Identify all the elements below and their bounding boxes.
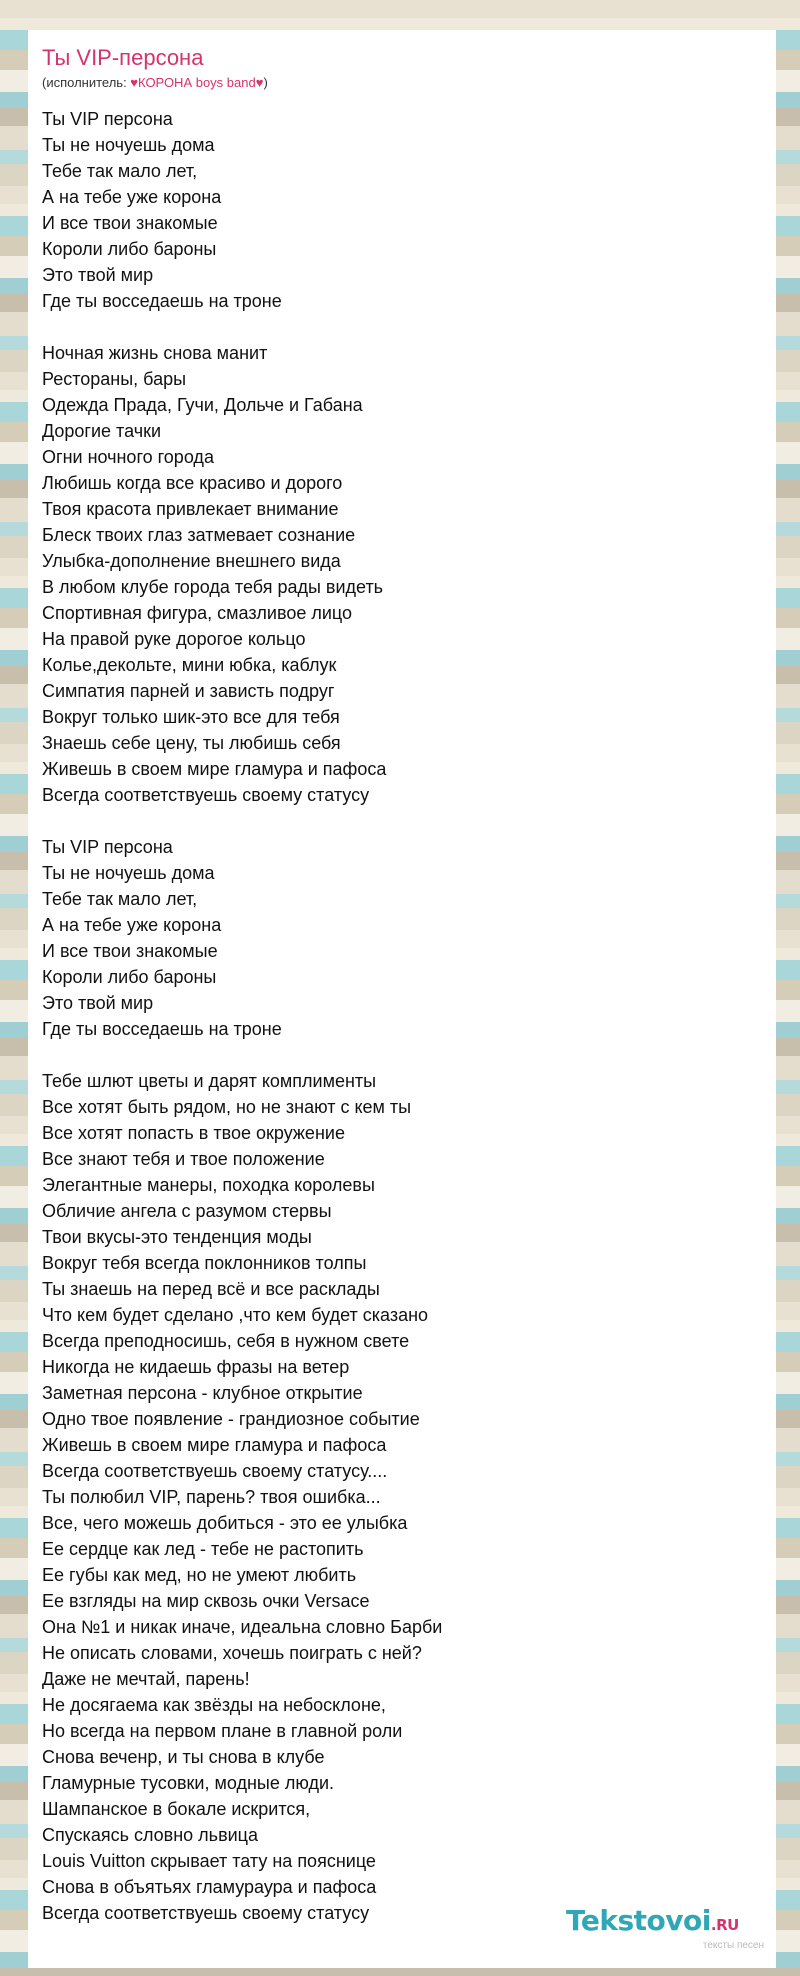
lyric-line: Что кем будет сделано ,что кем будет сказано (42, 1305, 429, 1325)
lyric-line: Все хотят быть рядом, но не знают с кем ты (42, 1097, 412, 1117)
lyric-line: Все знают тебя и твое положение (42, 1149, 325, 1169)
stanza-break (42, 1042, 776, 1068)
lyric-line: А на тебе уже корона (42, 915, 222, 935)
lyrics-text (42, 106, 776, 1926)
lyric-line: Любишь когда все красиво и дорого (42, 473, 343, 493)
lyric-line: Снова в объятьях гламураура и пафоса (42, 1877, 377, 1897)
lyric-line: И все твои знакомые (42, 213, 218, 233)
lyric-line: Ты не ночуешь дома (42, 135, 215, 155)
lyric-line: Не досягаема как звёзды на небосклоне, (42, 1695, 386, 1715)
lyric-line: Не описать словами, хочешь поиграть с ней? (42, 1643, 422, 1663)
lyric-line: Она №1 и никак иначе, идеальна словно Барби (42, 1617, 443, 1637)
lyric-line: Всегда соответствуешь своему статусу.... (42, 1461, 388, 1481)
lyric-line: Симпатия парней и зависть подруг (42, 681, 335, 701)
lyric-line: Вокруг только шик-это все для тебя (42, 707, 340, 727)
lyric-line: Все хотят попасть в твое окружение (42, 1123, 345, 1143)
lyric-line: Твои вкусы-это тенденция моды (42, 1227, 312, 1247)
lyric-line: Живешь в своем мире гламура и пафоса (42, 1435, 387, 1455)
lyric-line: Louis Vuitton скрывает тату на пояснице (42, 1851, 376, 1871)
lyric-line: Колье,декольте, мини юбка, каблук (42, 655, 337, 675)
lyric-line: Знаешь себе цену, ты любишь себя (42, 733, 341, 753)
logo-wordmark (566, 1906, 770, 1940)
lyric-line: Все, чего можешь добиться - это ее улыбка (42, 1513, 408, 1533)
lyric-line: Снова веченр, и ты снова в клубе (42, 1747, 325, 1767)
lyric-line: Заметная персона - клубное открытие (42, 1383, 363, 1403)
lyric-line: Вокруг тебя всегда поклонников толпы (42, 1253, 367, 1273)
lyric-line: Где ты восседаешь на троне (42, 291, 282, 311)
logo-tld: .RU (710, 1916, 739, 1934)
lyric-line: На правой руке дорогое кольцо (42, 629, 306, 649)
lyric-line: Короли либо бароны (42, 239, 217, 259)
lyric-line: Дорогие тачки (42, 421, 162, 441)
stanza-break (42, 808, 776, 834)
lyric-line: Элегантные манеры, походка королевы (42, 1175, 375, 1195)
lyric-line: Всегда соответствуешь своему статусу (42, 1903, 370, 1923)
artist-link[interactable]: ♥КОРОНА boys band♥ (130, 75, 264, 90)
lyric-line: Ты знаешь на перед всё и все расклады (42, 1279, 380, 1299)
logo-tagline: тексты песен (702, 1940, 764, 1951)
lyric-line: Где ты восседаешь на троне (42, 1019, 282, 1039)
lyric-line: Это твой мир (42, 993, 154, 1013)
lyrics-card (28, 30, 776, 1968)
lyric-line: Спортивная фигура, смазливое лицо (42, 603, 353, 623)
lyric-line: Ее губы как мед, но не умеют любить (42, 1565, 357, 1585)
lyric-line: Никогда не кидаешь фразы на ветер (42, 1357, 350, 1377)
site-logo[interactable] (566, 1906, 770, 1954)
lyric-line: Всегда преподносишь, себя в нужном свете (42, 1331, 410, 1351)
artist-suffix: ) (263, 75, 268, 90)
lyric-line: В любом клубе города тебя рады видеть (42, 577, 384, 597)
lyric-line: Ты VIP персона (42, 837, 173, 857)
lyric-line: Ты VIP персона (42, 109, 173, 129)
lyric-line: Рестораны, бары (42, 369, 187, 389)
lyric-line: Улыбка-дополнение внешнего вида (42, 551, 341, 571)
lyric-line: Это твой мир (42, 265, 154, 285)
lyric-line: Ее взгляды на мир сквозь очки Versace (42, 1591, 370, 1611)
lyric-line: Блеск твоих глаз затмевает сознание (42, 525, 356, 545)
stanza-break (42, 314, 776, 340)
lyric-line: А на тебе уже корона (42, 187, 222, 207)
lyric-line: Гламурные тусовки, модные люди. (42, 1773, 335, 1793)
lyric-line: Шампанское в бокале искрится, (42, 1799, 311, 1819)
lyric-line: Спускаясь словно львица (42, 1825, 258, 1845)
lyric-line: Одежда Прада, Гучи, Дольче и Габана (42, 395, 363, 415)
lyric-line: Тебе шлют цветы и дарят комплименты (42, 1071, 377, 1091)
logo-main-text: Tekstovoi (566, 1904, 711, 1937)
lyric-line: Одно твое появление - грандиозное событие (42, 1409, 420, 1429)
lyric-line: Ты полюбил VIP, парень? твоя ошибка... (42, 1487, 381, 1507)
lyric-line: И все твои знакомые (42, 941, 218, 961)
lyric-line: Живешь в своем мире гламура и пафоса (42, 759, 387, 779)
lyric-line: Обличие ангела с разумом стервы (42, 1201, 332, 1221)
lyric-line: Ночная жизнь снова манит (42, 343, 268, 363)
lyric-line: Короли либо бароны (42, 967, 217, 987)
lyric-line: Ты не ночуешь дома (42, 863, 215, 883)
lyric-line: Но всегда на первом плане в главной роли (42, 1721, 403, 1741)
lyric-line: Твоя красота привлекает внимание (42, 499, 339, 519)
lyric-line: Ее сердце как лед - тебе не растопить (42, 1539, 364, 1559)
lyric-line: Огни ночного города (42, 447, 214, 467)
artist-prefix: (исполнитель: (42, 75, 131, 90)
lyric-line: Тебе так мало лет, (42, 161, 198, 181)
lyric-line: Всегда соответствуешь своему статусу (42, 785, 370, 805)
lyric-line: Даже не мечтай, парень! (42, 1669, 250, 1689)
song-title: Ты VIP-персона (42, 45, 204, 70)
lyric-line: Тебе так мало лет, (42, 889, 198, 909)
artist-line (42, 74, 776, 92)
